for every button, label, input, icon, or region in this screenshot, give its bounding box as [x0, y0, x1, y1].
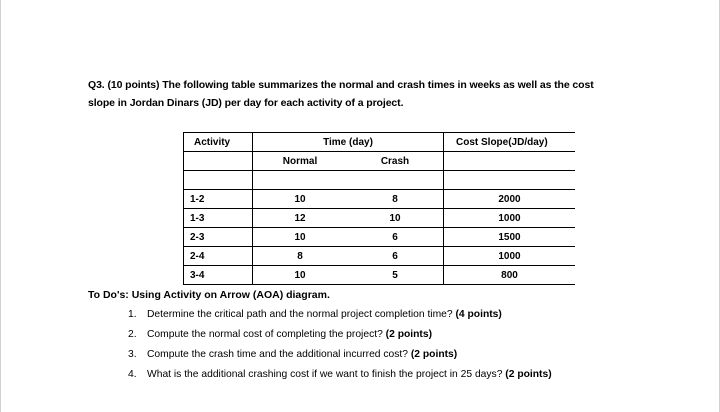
- item-number: 1.: [128, 309, 137, 320]
- header-cost-slope: Cost Slope(JD/day): [444, 133, 576, 152]
- gap-cell: [253, 171, 348, 190]
- subheader-slope-empty: [444, 152, 576, 171]
- item-points: (4 points): [455, 309, 502, 320]
- header-activity: Activity: [184, 133, 253, 152]
- header-crash: Crash: [347, 152, 444, 171]
- table-gap-row: [184, 171, 576, 190]
- activity-table: [183, 132, 575, 285]
- item-text: What is the additional crashing cost if we want to finish the project in 25 days?: [147, 369, 506, 380]
- cell-slope: 2000: [444, 190, 576, 209]
- page-border-left: [0, 0, 1, 412]
- cell-activity: 2-3: [184, 228, 253, 247]
- item-points: (2 points): [410, 349, 458, 360]
- item-text: Compute the crash time and the additional incurred cost?: [147, 349, 411, 360]
- cell-slope: 1000: [444, 209, 576, 228]
- table-row: [184, 266, 576, 285]
- table-header-row: [184, 133, 576, 152]
- item-number: 2.: [128, 329, 137, 340]
- question-line-1: Q3. (10 points) The following table summarizes the normal and crash times in weeks as well as the cost: [88, 79, 594, 91]
- gap-cell: [444, 171, 576, 190]
- table-subheader-row: [184, 152, 576, 171]
- cell-normal: 10: [253, 266, 348, 285]
- list-item: [128, 325, 552, 345]
- cell-activity: 2-4: [184, 247, 253, 266]
- header-time: Time (day): [253, 133, 444, 152]
- cell-activity: 1-3: [184, 209, 253, 228]
- item-points: (2 points): [385, 329, 433, 340]
- cell-slope: 1000: [444, 247, 576, 266]
- todo-title: To Do's: Using Activity on Arrow (AOA) diagram.: [88, 289, 330, 301]
- list-item: [128, 365, 552, 385]
- cell-crash: 6: [347, 228, 444, 247]
- item-number: 3.: [128, 349, 137, 360]
- item-points: (2 points): [505, 369, 552, 380]
- list-item: [128, 345, 552, 365]
- cell-crash: 5: [347, 266, 444, 285]
- cell-activity: 1-2: [184, 190, 253, 209]
- item-text: Compute the normal cost of completing the project?: [147, 329, 386, 340]
- question-line-2: slope in Jordan Dinars (JD) per day for each activity of a project.: [88, 97, 404, 109]
- cell-normal: 10: [253, 228, 348, 247]
- gap-cell: [184, 171, 253, 190]
- gap-cell: [347, 171, 444, 190]
- item-number: 4.: [128, 369, 137, 380]
- subheader-empty: [184, 152, 253, 171]
- table-row: [184, 247, 576, 266]
- cell-crash: 8: [347, 190, 444, 209]
- table-row: [184, 190, 576, 209]
- cell-normal: 10: [253, 190, 348, 209]
- todo-list: [128, 305, 552, 385]
- cell-crash: 6: [347, 247, 444, 266]
- cell-slope: 1500: [444, 228, 576, 247]
- table-row: [184, 228, 576, 247]
- cell-normal: 12: [253, 209, 348, 228]
- item-text: Determine the critical path and the normal project completion time?: [147, 309, 456, 320]
- cell-crash: 10: [347, 209, 444, 228]
- cell-slope: 800: [444, 266, 576, 285]
- cell-normal: 8: [253, 247, 348, 266]
- header-normal: Normal: [253, 152, 348, 171]
- cell-activity: 3-4: [184, 266, 253, 285]
- list-item: [128, 305, 552, 325]
- question-text: [88, 76, 688, 112]
- table-row: [184, 209, 576, 228]
